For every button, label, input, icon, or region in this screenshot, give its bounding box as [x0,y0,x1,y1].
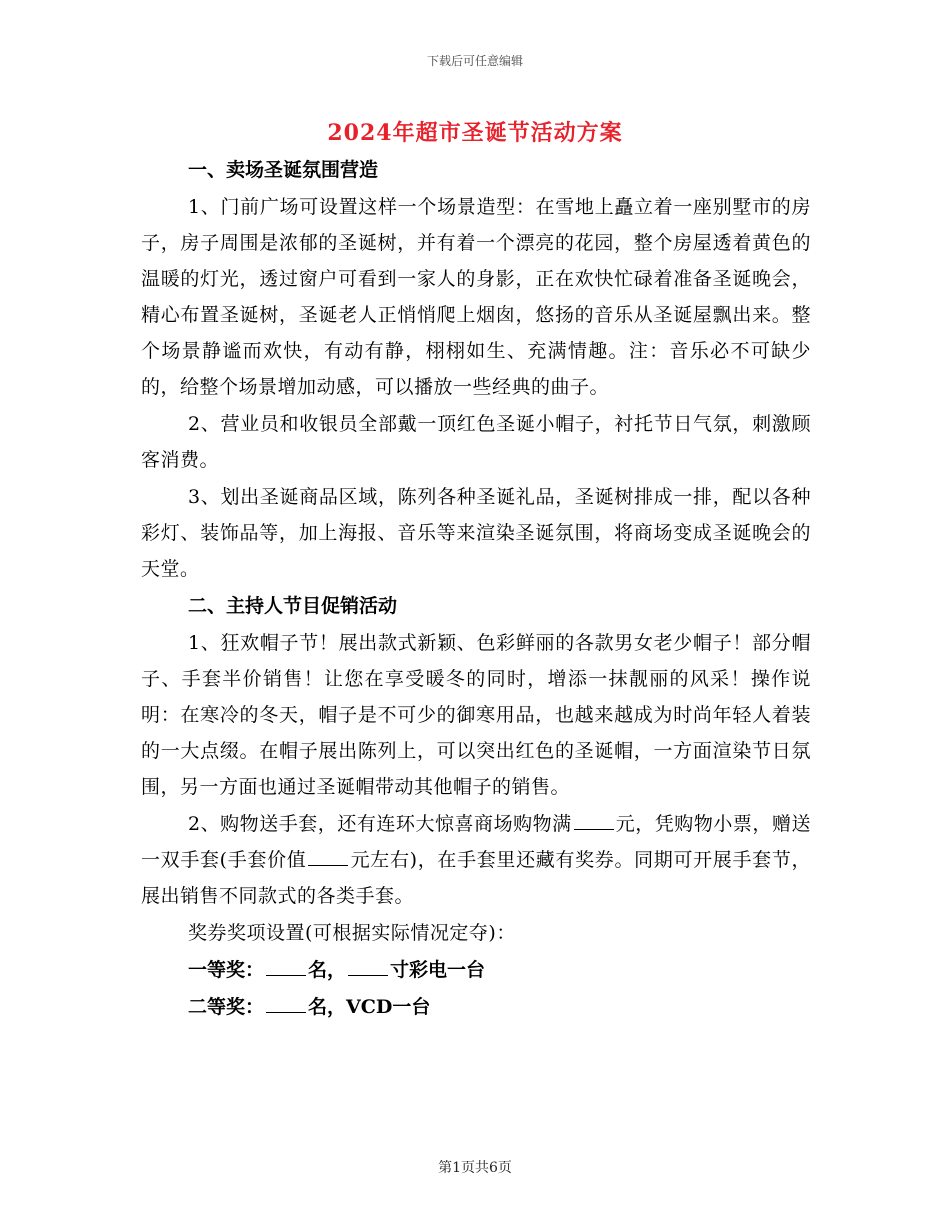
blank-field [308,849,348,866]
paragraph [141,806,811,914]
paragraph: 2、营业员和收银员全部戴一顶红色圣诞小帽子，衬托节日气氛，刺激顾客消费。 [141,413,811,471]
paragraph: 1、门前广场可设置这样一个场景造型：在雪地上矗立着一座别墅市的房子，房子周围是浓郁的圣诞树，并有着一个漂亮的花园，整个房屋透着黄色的温暖的灯光，透过窗户可看到一家人的身影，正在欢快忙碌着准备圣诞晚会，精心布置圣诞树，圣诞老人正悄悄爬上烟囱，悠扬的音乐从圣诞屋飘出来。整个场景静谧而欢快，有动有静，栩栩如生、充满情趣。注：音乐必不可缺少的，给整个场景增加动感，可以播放一些经典的曲子。 [141,196,811,398]
document-title: 2024年超市圣诞节活动方案 [327,120,623,146]
paragraph: 3、划出圣诞商品区域，陈列各种圣诞礼品，圣诞树排成一排，配以各种彩灯、装饰品等，加上海报、音乐等来渲染圣诞氛围，将商场变成圣诞晚会的天堂。 [141,486,811,580]
section-heading-1: 一、卖场圣诞氛围营造 [188,159,379,181]
paragraph-text: 2、购物送手套，还有连环大惊喜商场购物满 [188,813,572,835]
prize-text: 寸彩电一台 [390,959,486,981]
prize-text: 名，VCD一台 [308,996,431,1018]
page-header-note: 下载后可任意编辑 [426,54,523,68]
prize-label: 二等奖： [188,996,265,1018]
blank-field [266,959,306,976]
paragraph-text: 元，凭购物小票，赠送一双手套(手套价值 [141,813,811,871]
section-heading-2: 二、主持人节目促销活动 [188,595,398,617]
page-footer: 第1页共6页 [438,1160,512,1176]
blank-field [266,996,306,1013]
document-body [141,152,811,1026]
prize-second [188,989,811,1025]
paragraph: 1、狂欢帽子节！展出款式新颖、色彩鲜丽的各款男女老少帽子！部分帽子、手套半价销售！让您在享受暖冬的同时，增添一抹靓丽的风采！操作说明：在寒冷的冬天，帽子是不可少的御寒用品，也越来越成为时尚年轻人着装的一大点缀。在帽子展出陈列上，可以突出红色的圣诞帽，一方面渲染节日氛围，另一方面也通过圣诞帽带动其他帽子的销售。 [141,632,811,798]
prize-label: 一等奖： [188,959,265,981]
prize-first [188,952,811,988]
prize-text: 名， [308,959,347,981]
blank-field [348,959,388,976]
paragraph-text: 元左右)，在手套里还藏有奖券。同期可开展手套节，展出销售不同款式的各类手套。 [141,849,811,907]
blank-field [574,813,614,830]
paragraph: 奖券奖项设置(可根据实际情况定夺)： [188,922,516,944]
